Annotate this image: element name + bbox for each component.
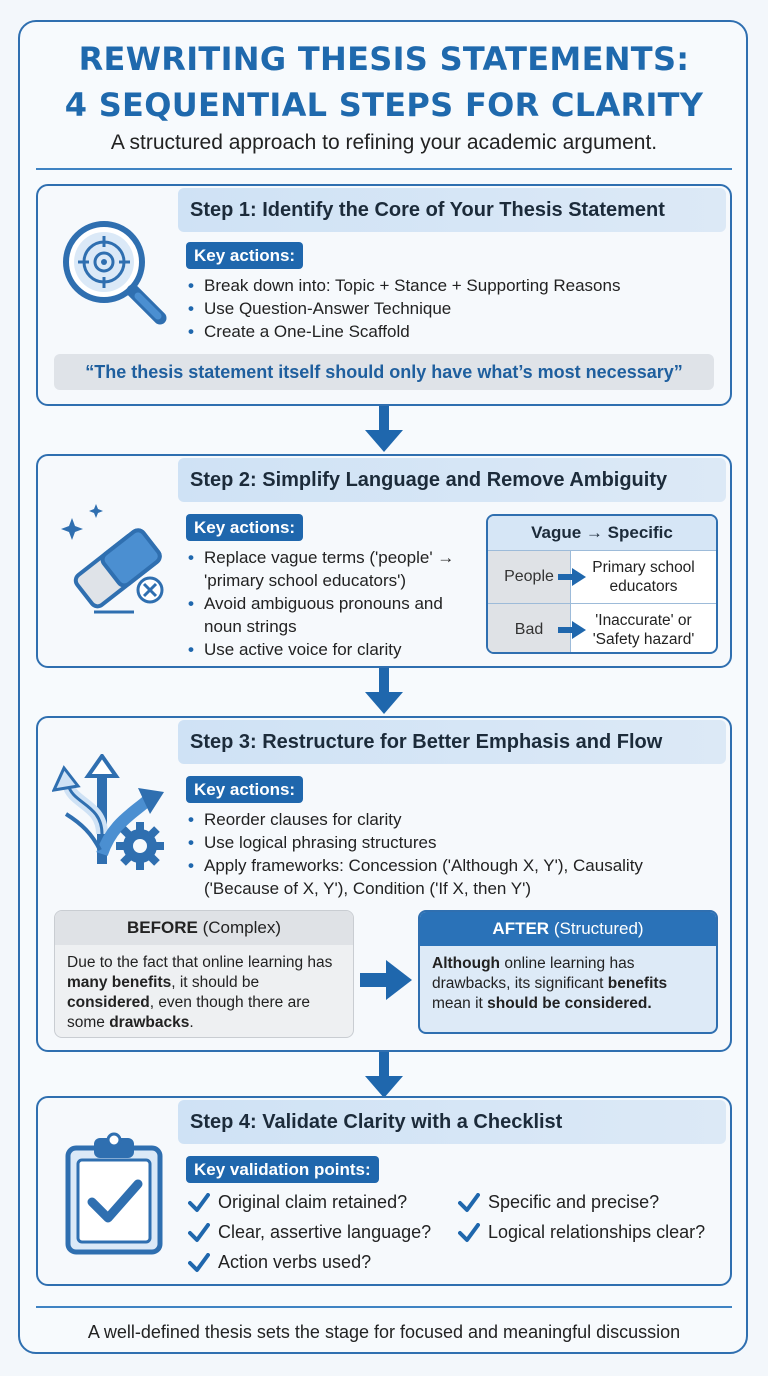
step-3-key-label: Key actions:	[186, 776, 303, 803]
vague-term: People	[488, 551, 571, 603]
step-2-key-label: Key actions:	[186, 514, 303, 541]
header-divider	[36, 168, 732, 170]
step-4-title: Step 4: Validate Clarity with a Checklist	[178, 1100, 726, 1144]
checkmark-icon	[188, 1223, 210, 1243]
vague-term: Bad	[488, 604, 571, 654]
list-item: • Reorder clauses for clarity	[186, 808, 666, 831]
after-example	[418, 910, 718, 1034]
branching-arrows-gear-icon	[52, 754, 172, 883]
list-item: • Break down into: Topic + Stance + Supporting Reasons	[186, 274, 716, 297]
step-4-key-label: Key validation points:	[186, 1156, 379, 1183]
step-3-title: Step 3: Restructure for Better Emphasis and Flow	[178, 720, 726, 764]
list-item: • Replace vague terms ('people' → 'primary school educators')	[186, 546, 468, 592]
list-item: • Apply frameworks: Concession ('Although X, Y'), Causality ('Because of X, Y'), Condition ('If X, then Y')	[186, 854, 666, 900]
down-arrow-1-icon	[364, 406, 404, 459]
footer-text: A well-defined thesis sets the stage for focused and meaningful discussion	[87, 1322, 681, 1342]
title-line-1: REWRITING THESIS STATEMENTS:	[78, 40, 690, 78]
step-4-card	[36, 1096, 732, 1286]
title-line-2: 4 SEQUENTIAL STEPS FOR CLARITY	[64, 86, 704, 124]
list-item: • Use active voice for clarity	[186, 638, 468, 661]
right-arrow-icon	[360, 960, 412, 1005]
subtitle: A structured approach to refining your academic argument.	[110, 131, 658, 154]
table-row	[488, 604, 716, 654]
list-item: • Use Question-Answer Technique	[186, 297, 716, 320]
table-header: Vague → Specific	[488, 516, 716, 551]
down-arrow-2-icon	[364, 668, 404, 721]
eraser-icon	[54, 500, 174, 625]
before-label: BEFORE (Complex)	[55, 911, 353, 945]
before-example	[54, 910, 354, 1038]
checkmark-icon	[458, 1193, 480, 1213]
right-arrow-icon	[558, 568, 586, 591]
step-1-quote: “The thesis statement itself should only have what’s most necessary”	[54, 354, 714, 390]
step-1-key-label: Key actions:	[186, 242, 303, 269]
step-3-card	[36, 716, 732, 1052]
list-item: • Avoid ambiguous pronouns and noun strings	[186, 592, 468, 638]
magnifier-target-icon	[58, 216, 176, 333]
checklist-item: Action verbs used?	[188, 1252, 371, 1273]
right-arrow-icon	[558, 621, 586, 644]
after-text: Although online learning has drawbacks, its significant benefits mean it should be considered.	[432, 955, 668, 1012]
specific-term: Primary school educators	[592, 559, 695, 595]
after-label: AFTER (Structured)	[420, 912, 716, 946]
step-2-card	[36, 454, 732, 668]
checkmark-icon	[458, 1223, 480, 1243]
list-item: • Create a One-Line Scaffold	[186, 320, 716, 343]
step-2-title: Step 2: Simplify Language and Remove Ambiguity	[178, 458, 726, 502]
specific-term: 'Inaccurate' or 'Safety hazard'	[592, 612, 695, 648]
list-item: • Use logical phrasing structures	[186, 831, 666, 854]
checkmark-icon	[188, 1253, 210, 1273]
checklist-item: Clear, assertive language?	[188, 1222, 431, 1243]
clipboard-check-icon	[64, 1132, 164, 1261]
step-2-actions	[186, 546, 468, 661]
checkmark-icon	[188, 1193, 210, 1213]
step-1-card	[36, 184, 732, 406]
checklist-item: Specific and precise?	[458, 1192, 659, 1213]
vague-specific-table	[486, 514, 718, 654]
footer-divider	[36, 1306, 732, 1308]
step-3-actions	[186, 808, 666, 900]
table-row	[488, 551, 716, 604]
checklist-item: Original claim retained?	[188, 1192, 407, 1213]
checklist-item: Logical relationships clear?	[458, 1222, 705, 1243]
before-text: Due to the fact that online learning has many benefits, it should be considered, even though there are some drawbacks.	[67, 954, 333, 1031]
step-1-title: Step 1: Identify the Core of Your Thesis Statement	[178, 188, 726, 232]
step-1-actions	[186, 274, 716, 343]
